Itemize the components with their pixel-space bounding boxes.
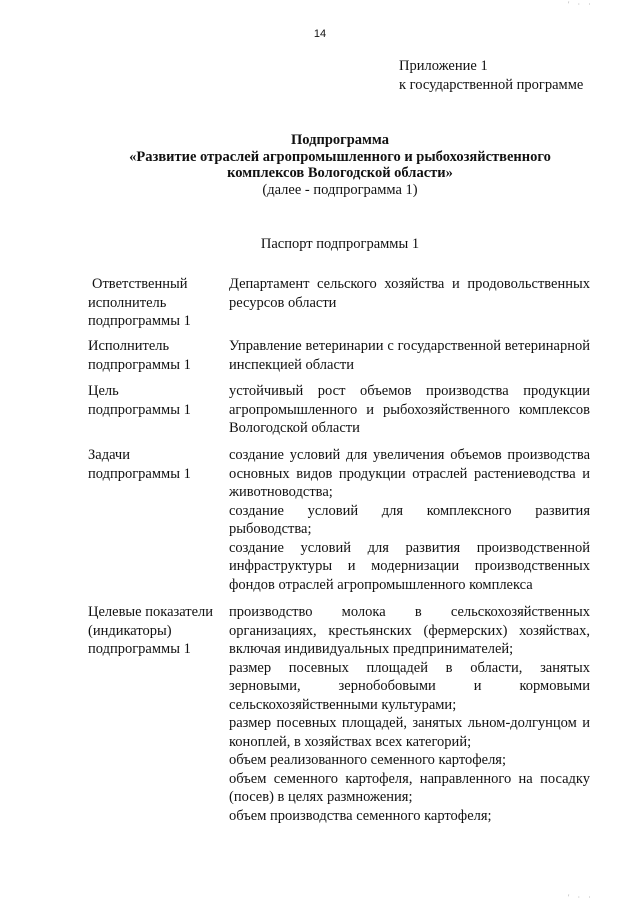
title-line-4: (далее - подпрограмма 1) — [262, 181, 418, 198]
subprogram-title — [60, 132, 620, 198]
page-number: 14 — [313, 28, 327, 40]
value-paragraph: размер посевных площадей, занятых льном-долгунцом и коноплей, в хозяйствах всех категорий; — [229, 715, 590, 750]
row-value: устойчивый рост объемов производства продукции агропромышленного и рыбохозяйственного комплексов Вологодской области — [229, 383, 590, 436]
label-line: Исполнитель — [88, 338, 170, 354]
row-label — [88, 446, 228, 483]
value-paragraph: объем производства семенного картофеля; — [229, 807, 492, 824]
value-paragraph: производство молока в сельскохозяйственных организациях, крестьянских (фермерских) хозяйствах, включая индивидуальных предпринимателей; — [229, 604, 590, 657]
label-line: подпрограммы 1 — [88, 356, 191, 373]
row-label — [88, 603, 228, 659]
label-line: Задачи — [88, 447, 130, 463]
label-line: подпрограммы 1 — [88, 313, 191, 329]
appendix-note — [399, 57, 583, 95]
value-paragraph: создание условий для комплексного развития рыбоводства; — [229, 502, 590, 537]
row-label — [88, 275, 228, 331]
appendix-line-2: к государственной программе — [399, 77, 584, 93]
appendix-line-1: Приложение 1 — [399, 58, 488, 74]
scan-artifact-marks: ' · · — [568, 893, 594, 902]
scan-artifact-marks: ' · · — [568, 0, 594, 9]
row-label — [88, 382, 228, 419]
row-value — [229, 446, 590, 594]
value-paragraph: объем реализованного семенного картофеля; — [229, 752, 507, 768]
value-paragraph: размер посевных площадей в области, занятых зерновыми, зернобобовыми и кормовыми сельскохозяйственными культурами; — [229, 659, 590, 713]
label-line: подпрограммы 1 — [88, 641, 191, 657]
row-label — [88, 337, 228, 374]
label-line: Ответственный — [92, 276, 188, 292]
value-paragraph: создание условий для развития производственной инфраструктуры и модернизации производственных фондов отраслей агропромышленного комплекса — [229, 539, 590, 593]
title-line-1: Подпрограмма — [291, 132, 389, 148]
title-line-2: «Развитие отраслей агропромышленного и рыбохозяйственного — [129, 148, 551, 165]
row-value: Управление ветеринарии с государственной ветеринарной инспекцией области — [229, 338, 590, 373]
label-line: подпрограммы 1 — [88, 401, 191, 418]
label-line: Цель — [88, 383, 119, 399]
row-value — [229, 603, 590, 825]
label-line: (индикаторы) — [88, 622, 172, 639]
value-paragraph: объем семенного картофеля, направленного на посадку (посев) в целях размножения; — [229, 770, 590, 805]
label-line: подпрограммы 1 — [88, 465, 191, 482]
title-line-3: комплексов Вологодской области» — [227, 165, 453, 181]
label-line: Целевые показатели — [88, 604, 214, 620]
passport-heading: Паспорт подпрограммы 1 — [260, 236, 420, 252]
value-paragraph: создание условий для увеличения объемов производства основных видов продукции отраслей растениеводства и животноводства; — [229, 447, 590, 500]
label-line: исполнитель — [88, 294, 167, 311]
row-value: Департамент сельского хозяйства и продовольственных ресурсов области — [229, 276, 590, 311]
